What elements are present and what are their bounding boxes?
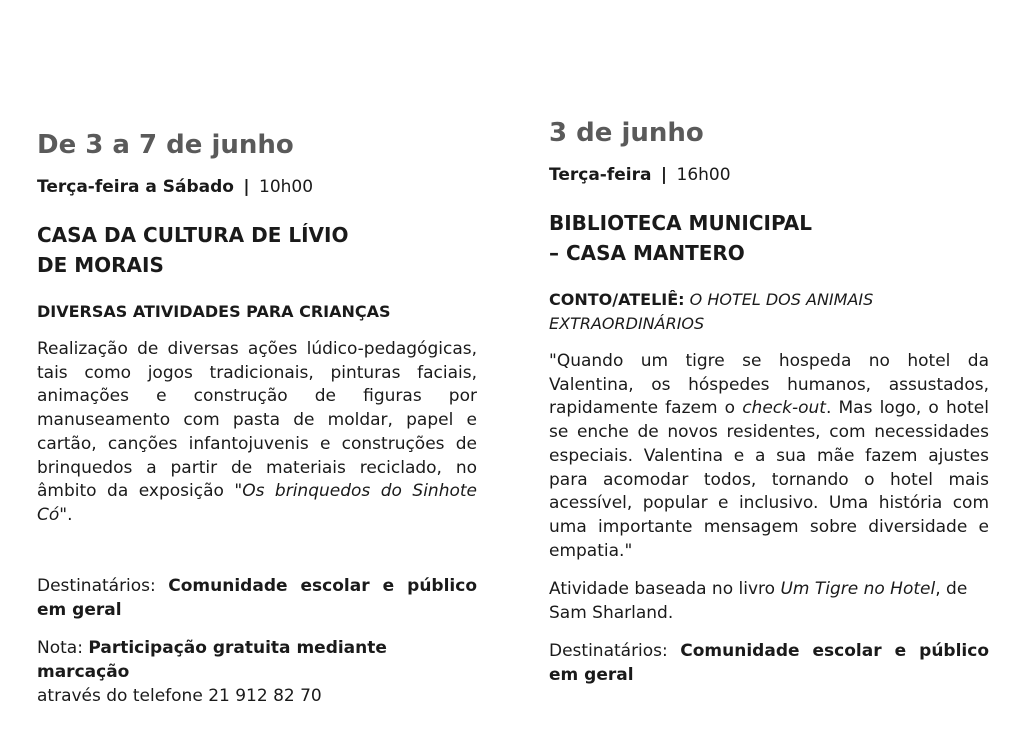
event-audience xyxy=(37,574,477,622)
synopsis-part-1: "Quando um tigre se hospeda no hotel da Valentina, os hóspedes humanos, assustados, rapidamente fazem o xyxy=(549,351,989,419)
based-on-prefix: Atividade baseada no livro xyxy=(549,579,781,600)
description-text: Realização de diversas ações lúdico-pedagógicas, tais como jogos tradicionais, pinturas faciais, animações e construção de figuras por manuseamento com pasta de moldar, papel e cartão, canções infantojuvenis e construções de brinquedos a partir de materiais reciclado, no âmbito da exposição xyxy=(37,339,477,502)
event-date: De 3 a 7 de junho xyxy=(37,130,294,160)
event-left xyxy=(37,128,477,708)
based-on-book: Um Tigre no Hotel xyxy=(780,579,936,600)
audience-label: Destinatários: xyxy=(549,641,668,662)
event-date: 3 de junho xyxy=(549,118,704,148)
venue-line-1: CASA DA CULTURA DE LÍVIO xyxy=(37,223,349,247)
schedule-separator: | xyxy=(660,165,668,185)
event-schedule xyxy=(549,164,989,186)
event-venue xyxy=(549,208,989,268)
event-activity xyxy=(37,300,477,324)
schedule-time: 10h00 xyxy=(259,177,314,197)
note-label: Nota: xyxy=(37,637,83,658)
event-schedule xyxy=(37,176,477,198)
description-quote: "Os brinquedos do Sinhote Có" xyxy=(37,481,478,525)
activity-title: O HOTEL DOS ANIMAIS EXTRAORDINÁRIOS xyxy=(549,290,874,333)
audience-value: Comunidade escolar e público em geral xyxy=(549,641,990,686)
venue-line-2: – CASA MANTERO xyxy=(549,241,745,265)
event-right xyxy=(549,116,989,687)
schedule-days: Terça-feira a Sábado xyxy=(37,177,234,197)
based-on-suffix: , de Sam Sharland. xyxy=(549,579,968,624)
event-activity xyxy=(549,288,989,336)
event-based-on xyxy=(549,577,989,625)
event-synopsis xyxy=(549,350,989,563)
note-contact: através do telefone 21 912 82 70 xyxy=(37,685,322,706)
schedule-days: Terça-feira xyxy=(549,165,652,185)
event-audience xyxy=(549,639,989,687)
synopsis-part-2: . Mas logo, o hotel se enche de novos residentes, com necessidades especiais. Valentina e a sua mãe fazem ajustes para acomodar todos, tornando o hotel mais acessível, popular e inclusivo. Uma história com uma importante mensagem sobre diversidade e empatia." xyxy=(549,398,989,561)
schedule-time: 16h00 xyxy=(676,165,731,185)
description-end: . xyxy=(67,504,73,525)
event-note xyxy=(37,636,477,708)
venue-line-1: BIBLIOTECA MUNICIPAL xyxy=(549,211,813,235)
activity-label: CONTO/ATELIÊ: xyxy=(549,290,685,309)
event-description xyxy=(37,338,477,528)
synopsis-italic: check-out xyxy=(742,398,826,419)
audience-value: Comunidade escolar e público em geral xyxy=(37,575,478,620)
note-value: Participação gratuita mediante marcação xyxy=(37,637,387,682)
activity-title: DIVERSAS ATIVIDADES PARA CRIANÇAS xyxy=(37,302,391,321)
event-venue xyxy=(37,220,477,280)
audience-label: Destinatários: xyxy=(37,575,156,596)
venue-line-2: DE MORAIS xyxy=(37,253,164,277)
schedule-separator: | xyxy=(243,177,250,197)
